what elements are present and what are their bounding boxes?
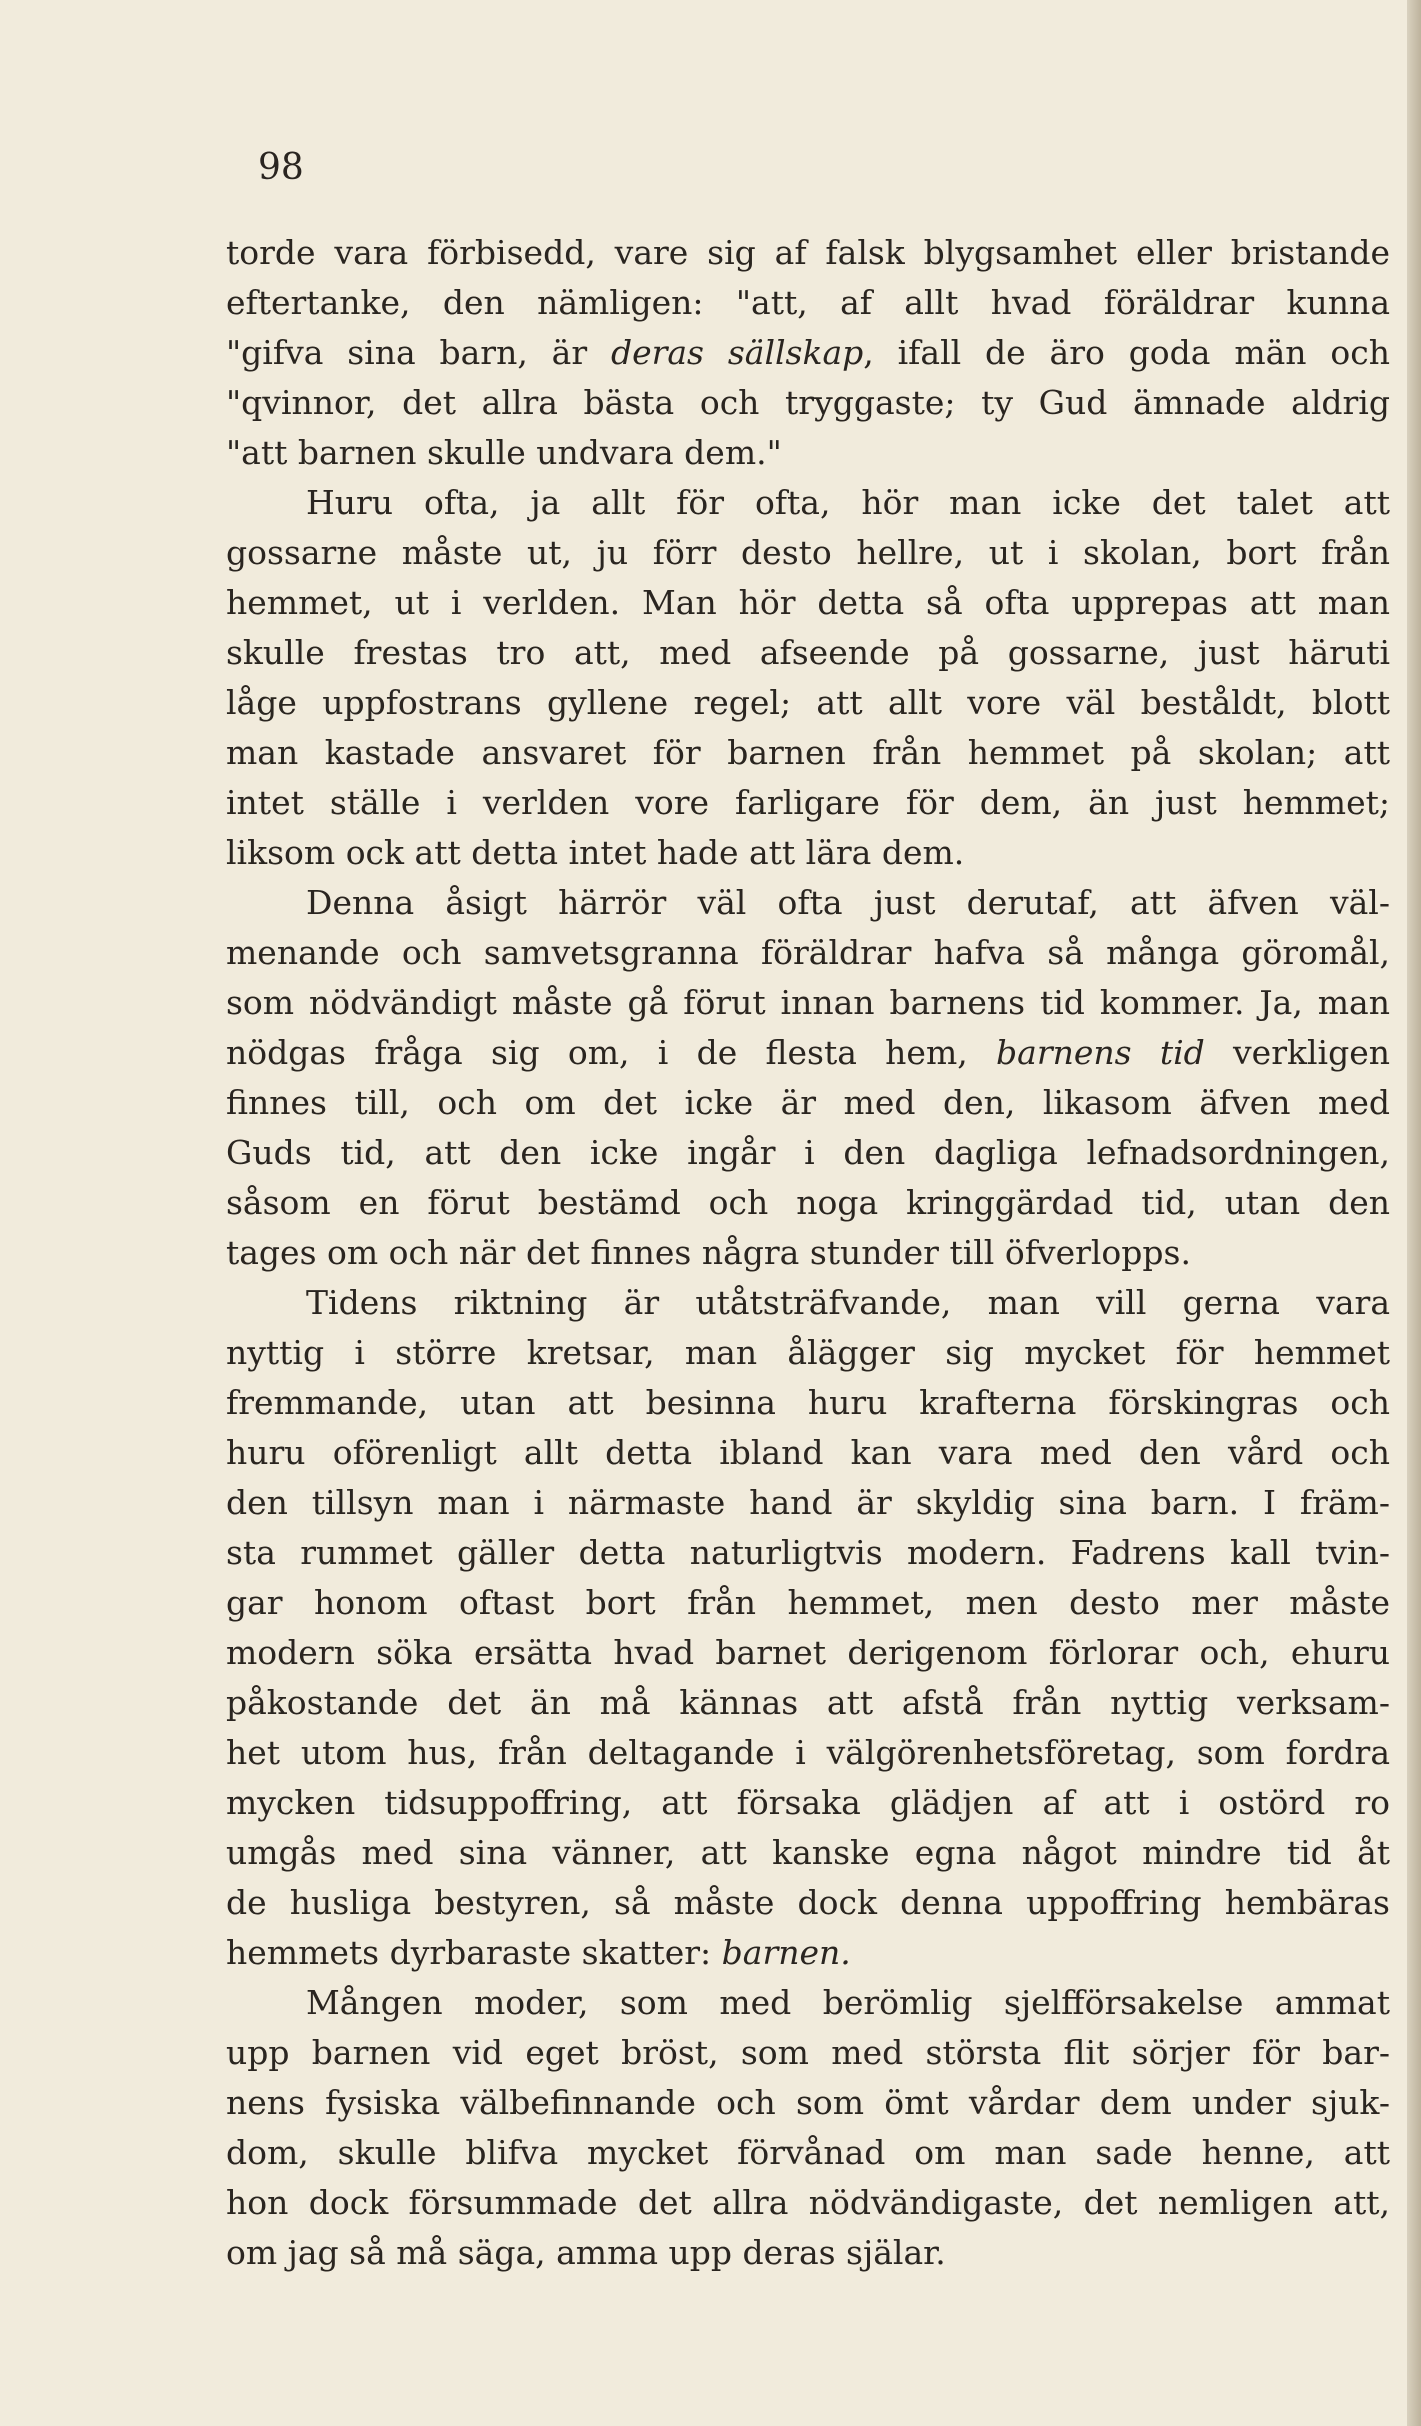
text-run: "gifva sina barn, är (226, 333, 611, 372)
text-line: påkostande det än må kännas att afstå från nyttig verksam- (226, 1683, 1390, 1722)
text-line: upp barnen vid eget bröst, som med största flit sörjer för bar- (226, 2033, 1390, 2072)
text-line: gar honom oftast bort från hemmet, men desto mer måste (226, 1583, 1390, 1622)
page-number: 98 (258, 147, 304, 188)
text-line: Guds tid, att den icke ingår i den dagliga lefnadsordningen, (226, 1133, 1390, 1172)
text-line: eftertanke, den nämligen: "att, af allt hvad föräldrar kunna (226, 283, 1390, 322)
text-line: dom, skulle blifva mycket förvånad om man sade henne, att (226, 2133, 1390, 2172)
text-line: Mången moder, som med berömlig sjelfförsakelse ammat (306, 1983, 1390, 2022)
text-line: liksom ock att detta intet hade att lära dem. (226, 833, 965, 872)
text-line: Tidens riktning är utåtsträfvande, man vill gerna vara (306, 1283, 1390, 1322)
text-line: skulle frestas tro att, med afseende på gossarne, just häruti (226, 633, 1390, 672)
text-line (226, 1028, 1390, 1078)
italic-text: barnen. (721, 1933, 851, 1972)
text-line: "att barnen skulle undvara dem." (226, 433, 782, 472)
text-line: tages om och när det finnes några stunder till öfverlopps. (226, 1233, 1191, 1272)
text-line (226, 1928, 1390, 1978)
text-run: hemmets dyrbaraste skatter: (226, 1933, 722, 1972)
italic-text: barnens tid (996, 1033, 1205, 1072)
text-line: intet ställe i verlden vore farligare för dem, än just hemmet; (226, 783, 1390, 822)
text-line: het utom hus, från deltagande i välgörenhetsföretag, som fordra (226, 1733, 1390, 1772)
text-line: modern söka ersätta hvad barnet derigenom förlorar och, ehuru (226, 1633, 1390, 1672)
text-line: torde vara förbisedd, vare sig af falsk blygsamhet eller bristande (226, 233, 1390, 272)
text-line: fremmande, utan att besinna huru krafterna förskingras och (226, 1383, 1390, 1422)
italic-text: deras sällskap (610, 333, 864, 372)
text-run: , ifall de äro goda män och (863, 333, 1390, 372)
text-line: gossarne måste ut, ju förr desto hellre, ut i skolan, bort från (226, 533, 1390, 572)
text-line: nens fysiska välbefinnande och som ömt vårdar dem under sjuk- (226, 2083, 1390, 2122)
text-line: de husliga bestyren, så måste dock denna uppoffring hembäras (226, 1883, 1390, 1922)
text-line: mycken tidsuppoffring, att försaka glädjen af att i ostörd ro (226, 1783, 1390, 1822)
text-line: finnes till, och om det icke är med den, likasom äfven med (226, 1083, 1390, 1122)
text-run: verkligen (1204, 1033, 1390, 1072)
text-line: om jag så må säga, amma upp deras själar. (226, 2233, 946, 2272)
text-line: menande och samvetsgranna föräldrar hafva så många göromål, (226, 933, 1390, 972)
body-text (226, 228, 1390, 2278)
text-line: Huru ofta, ja allt för ofta, hör man icke det talet att (306, 483, 1390, 522)
text-run: nödgas fråga sig om, i de flesta hem, (226, 1033, 997, 1072)
text-line: såsom en förut bestämd och noga kringgärdad tid, utan den (226, 1183, 1390, 1222)
text-line: hemmet, ut i verlden. Man hör detta så ofta upprepas att man (226, 583, 1390, 622)
text-line: Denna åsigt härrör väl ofta just derutaf, att äfven väl- (306, 883, 1390, 922)
text-line: "qvinnor, det allra bästa och tryggaste; ty Gud ämnade aldrig (226, 383, 1390, 422)
text-line: nyttig i större kretsar, man ålägger sig mycket för hemmet (226, 1333, 1390, 1372)
text-line: den tillsyn man i närmaste hand är skyldig sina barn. I främ- (226, 1483, 1390, 1522)
text-line: som nödvändigt måste gå förut innan barnens tid kommer. Ja, man (226, 983, 1390, 1022)
text-line: man kastade ansvaret för barnen från hemmet på skolan; att (226, 733, 1390, 772)
page-edge (1407, 0, 1421, 2426)
text-line: hon dock försummade det allra nödvändigaste, det nemligen att, (226, 2183, 1390, 2222)
text-line (226, 328, 1390, 378)
text-line: umgås med sina vänner, att kanske egna något mindre tid åt (226, 1833, 1390, 1872)
text-line: sta rummet gäller detta naturligtvis modern. Fadrens kall tvin- (226, 1533, 1390, 1572)
text-line: huru oförenligt allt detta ibland kan vara med den vård och (226, 1433, 1390, 1472)
text-line: låge uppfostrans gyllene regel; att allt vore väl beståldt, blott (226, 683, 1390, 722)
